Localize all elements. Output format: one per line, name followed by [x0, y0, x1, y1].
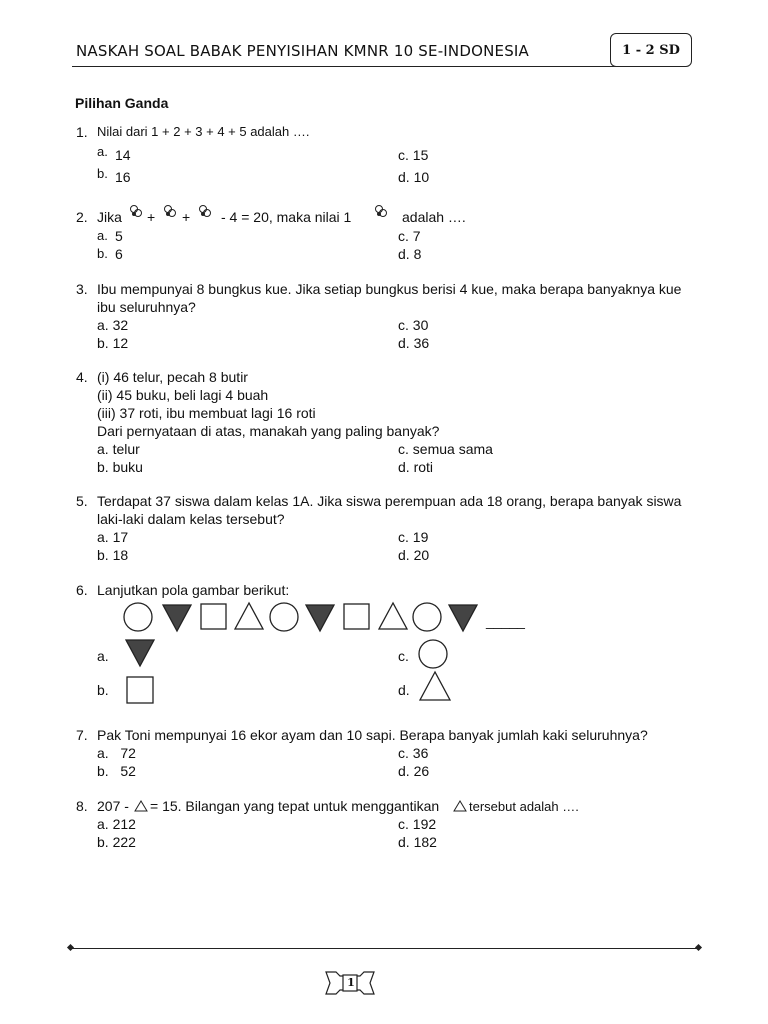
pattern-square [201, 604, 226, 629]
option-label: a. [97, 144, 108, 159]
question-text: Terdapat 37 siswa dalam kelas 1A. Jika siswa perempuan ada 18 orang, berapa banyak siswa [97, 493, 682, 509]
option-b: b. 52 [97, 763, 136, 779]
option-c: c. 30 [398, 317, 429, 333]
question-number: 4. [76, 369, 88, 385]
question-text-part: adalah …. [402, 209, 466, 225]
option-label: b. [97, 682, 109, 698]
question-text: (i) 46 telur, pecah 8 butir [97, 369, 248, 385]
option-c: c. semua sama [398, 441, 493, 457]
footer-rule [70, 948, 700, 949]
option-c: c. 19 [398, 529, 429, 545]
pattern-triangle-down-filled [449, 605, 477, 631]
option-label: a. [97, 648, 109, 664]
option-d: d. 10 [398, 169, 430, 185]
option-d: d. 26 [398, 763, 430, 779]
question-text-part: + [182, 209, 191, 225]
page-number: 1 [347, 976, 355, 989]
option-b: b. 18 [97, 547, 129, 563]
option-d-triangle-up [418, 670, 452, 702]
grade-badge: 1 - 2 SD [610, 33, 692, 67]
question-text-part: tersebut adalah …. [469, 799, 579, 814]
page-header-title: NASKAH SOAL BABAK PENYISIHAN KMNR 10 SE-INDONESIA [76, 42, 530, 60]
option-a: a. 212 [97, 816, 136, 832]
option-a: a. 17 [97, 529, 129, 545]
option-label: d. [398, 682, 410, 698]
question-text: Lanjutkan pola gambar berikut: [97, 582, 290, 598]
question-text: Dari pernyataan di atas, manakah yang paling banyak? [97, 423, 440, 439]
option-a: a. telur [97, 441, 140, 457]
question-text-part: + [147, 209, 156, 225]
question-number: 6. [76, 582, 88, 598]
triangle-icon [134, 800, 148, 812]
question-number: 8. [76, 798, 88, 814]
question-text-part: Jika [97, 209, 122, 225]
pattern-triangle-down-filled [306, 605, 334, 631]
option-a: 14 [115, 147, 131, 163]
option-d: d. 20 [398, 547, 430, 563]
question-number: 3. [76, 281, 88, 297]
footer-diamond-right [695, 944, 702, 951]
answer-blank: _____ [486, 613, 525, 629]
option-a-triangle-down-filled [124, 638, 156, 668]
option-b: b. 12 [97, 335, 129, 351]
pattern-circle [413, 603, 441, 631]
question-number: 5. [76, 493, 88, 509]
pattern-triangle-up [235, 603, 263, 629]
pattern-triangle-up [379, 603, 407, 629]
option-b: 16 [115, 169, 131, 185]
question-text: Pak Toni mempunyai 16 ekor ayam dan 10 sapi. Berapa banyak jumlah kaki seluruhnya? [97, 727, 648, 743]
pattern-circle [270, 603, 298, 631]
shape-pattern-sequence [118, 600, 538, 636]
section-title: Pilihan Ganda [75, 95, 169, 111]
option-label: b. [97, 246, 108, 261]
question-text-part: 207 - [97, 798, 129, 814]
triangle-icon [453, 800, 467, 812]
option-d: d. 36 [398, 335, 430, 351]
option-label: c. [398, 648, 409, 664]
option-d: d. roti [398, 459, 434, 475]
option-b: b. 222 [97, 834, 136, 850]
question-number: 7. [76, 727, 88, 743]
question-text: (iii) 37 roti, ibu membuat lagi 16 roti [97, 405, 316, 421]
option-label: a. [97, 228, 108, 243]
question-text: ibu seluruhnya? [97, 299, 196, 315]
option-c: c. 15 [398, 147, 429, 163]
option-c-circle [417, 638, 449, 670]
footer-diamond-left [67, 944, 74, 951]
question-text: Ibu mempunyai 8 bungkus kue. Jika setiap bungkus berisi 4 kue, maka berapa banyaknya kue [97, 281, 682, 297]
clover-icon [162, 204, 178, 220]
option-b-square [124, 674, 156, 706]
pattern-circle [124, 603, 152, 631]
clover-icon [197, 204, 213, 220]
option-a: 5 [115, 228, 123, 244]
question-text: Nilai dari 1 + 2 + 3 + 4 + 5 adalah …. [97, 124, 310, 139]
clover-icon [373, 204, 389, 220]
option-c: c. 7 [398, 228, 421, 244]
option-a: a. 32 [97, 317, 129, 333]
option-c: c. 36 [398, 745, 429, 761]
option-a: a. 72 [97, 745, 136, 761]
question-text: (ii) 45 buku, beli lagi 4 buah [97, 387, 269, 403]
question-text: laki-laki dalam kelas tersebut? [97, 511, 285, 527]
header-rule [72, 66, 616, 67]
question-number: 2. [76, 209, 88, 225]
pattern-square [344, 604, 369, 629]
question-text-part: - 4 = 20, maka nilai 1 [221, 209, 352, 225]
option-label: b. [97, 166, 108, 181]
question-number: 1. [76, 124, 88, 140]
question-text-part: = 15. Bilangan yang tepat untuk menggantikan [150, 798, 440, 814]
option-b: 6 [115, 246, 123, 262]
option-d: d. 8 [398, 246, 422, 262]
option-c: c. 192 [398, 816, 437, 832]
pattern-triangle-down-filled [163, 605, 191, 631]
option-d: d. 182 [398, 834, 437, 850]
clover-icon [128, 204, 144, 220]
option-b: b. buku [97, 459, 143, 475]
